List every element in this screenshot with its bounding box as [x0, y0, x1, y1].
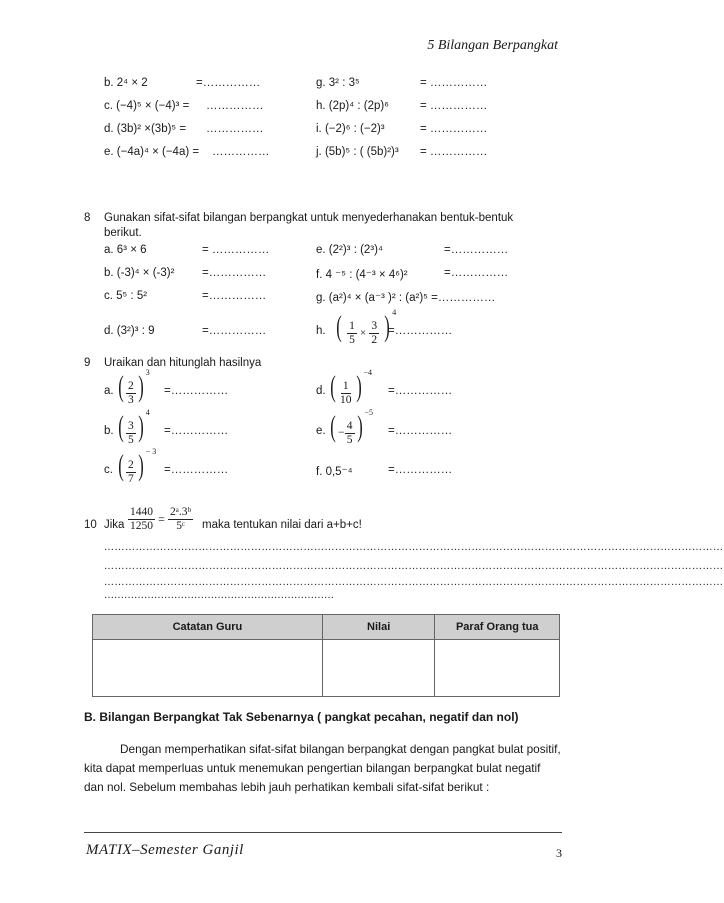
q10-jika: Jika [104, 519, 125, 531]
q9-expr-b: ( $\frac{3}{5}$ ) $^4$ [118, 408, 150, 446]
q8-item-e-blank: =…………… [444, 244, 509, 256]
q9-e-den: 5 [346, 433, 353, 446]
q9-blank-a: =…………… [164, 385, 229, 397]
q9-d-den: 10 [340, 393, 352, 406]
q8-h-den2: 2 [371, 333, 378, 346]
q8-h-expression: ( $\frac{1}{5}$ × $\frac{3}{2}$ ) $^4$ [336, 308, 397, 346]
section-b-text: Dengan memperhatikan sifat-sifat bilangan berpangkat dengan pangkat bulat positif, kita dapat memperluas untuk menemukan pengertian bilangan berpangkat bulat negatif dan nol. Sebelum membahas lebih jauh perhatikan kembali sifat-sifat berikut : [84, 742, 561, 794]
q9-blank-f: =…………… [388, 464, 453, 476]
q9-c-den: 7 [128, 472, 134, 485]
q10-num1: 1440 [130, 506, 153, 518]
q7-item-d-blank: …………… [206, 123, 264, 135]
page-number: 3 [556, 846, 562, 860]
teacher-notes-table [92, 614, 560, 697]
q9-label-d: d. [316, 385, 326, 397]
col-nilai: Nilai [322, 615, 435, 640]
q8-number: 8 [84, 212, 91, 224]
q9-instruction: Uraikan dan hitunglah hasilnya [104, 357, 262, 369]
q10-equals: = [158, 512, 165, 526]
q7-item-g: g. 3² : 3⁵ [316, 77, 360, 89]
q10-equation [128, 506, 193, 533]
q8-item-c: c. 5⁵ : 5² [104, 290, 148, 302]
q8-item-b: b. (-3)⁴ × (-3)² [104, 267, 175, 279]
q7-item-i: i. (−2)⁶ : (−2)³ [316, 123, 385, 135]
header-title: 5 Bilangan Berpangkat [427, 38, 558, 53]
q8-item-f: f. 4 ⁻⁵ : (4⁻³ × 4⁶)² [316, 269, 408, 281]
q8-item-h-blank: =…………… [388, 325, 453, 337]
q9-b-num: 3 [128, 419, 134, 432]
q9-expr-d: ( $\frac{1}{10}$ ) $^{-4}$ [330, 368, 373, 406]
q8-h-op: × [360, 327, 367, 339]
q8-instruction-line1: Gunakan sifat-sifat bilangan berpangkat untuk menyederhanakan bentuk-bentuk [104, 212, 514, 224]
q9-expr-c: ( $\frac{2}{7}$ ) $^{- 3}$ [118, 447, 157, 485]
q9-expr-a: ( $\frac{2}{3}$ ) $^3$ [118, 368, 150, 406]
q9-b-den: 5 [128, 433, 134, 446]
q9-c-num: 2 [128, 458, 134, 471]
footer-course-label: MATIX–Semester Ganjil [86, 842, 244, 858]
q8-h-den1: 5 [349, 333, 355, 346]
q7-item-i-blank: = …………… [420, 123, 488, 135]
q9-e-exp: −5 [364, 408, 374, 417]
q9-item-f: f. 0,5⁻⁴ [316, 466, 353, 478]
q10-number: 10 [84, 519, 97, 531]
footer-divider [84, 832, 562, 833]
cell-catatan-guru [93, 640, 323, 697]
q7-item-c: c. (−4)⁵ × (−4)³ = [104, 100, 190, 112]
section-b-paragraph [84, 740, 562, 797]
q8-item-d-blank: =…………… [202, 325, 267, 337]
col-catatan-guru: Catatan Guru [93, 615, 323, 640]
q10-den1: 1250 [130, 520, 153, 532]
q9-label-e: e. [316, 425, 326, 437]
q8-item-b-blank: =…………… [202, 267, 267, 279]
q8-instruction-line2: berikut. [104, 227, 142, 239]
q7-item-b: b. 2⁴ × 2 [104, 77, 148, 89]
q9-d-num: 1 [342, 379, 349, 392]
q7-item-e: e. (−4a)⁴ × (−4a) = [104, 146, 200, 158]
q9-label-b: b. [104, 425, 114, 437]
q10-den2: 5ᶜ [176, 520, 185, 532]
cell-paraf-orang-tua [435, 640, 560, 697]
q10-question-text: maka tentukan nilai dari a+b+c! [202, 519, 362, 531]
q9-blank-c: =…………… [164, 464, 229, 476]
q9-d-exp: −4 [363, 368, 373, 377]
q7-item-e-blank: …………… [212, 146, 270, 158]
q7-item-b-blank: =…………… [196, 77, 261, 89]
q7-item-d: d. (3b)² ×(3b)⁵ = [104, 123, 187, 135]
q9-label-c: c. [104, 464, 113, 476]
q7-item-j: j. (5b)⁵ : ( (5b)²)³ [316, 146, 399, 158]
q9-expr-e: ( − $\frac{4}{5}$ ) $^{-5}$ [330, 408, 374, 446]
q9-blank-b: =…………… [164, 425, 229, 437]
q8-item-c-blank: =…………… [202, 290, 267, 302]
q9-e-num: 4 [346, 419, 353, 432]
q8-h-num1: 1 [349, 319, 355, 332]
q9-c-exp: − 3 [145, 447, 157, 456]
q8-item-d: d. (3²)³ : 9 [104, 325, 155, 337]
q7-item-g-blank: = …………… [420, 77, 488, 89]
q9-a-num: 2 [128, 379, 134, 392]
q8-h-num2: 3 [371, 319, 378, 332]
q8-item-a-blank: = …………… [202, 244, 270, 256]
section-b-title: B. Bilangan Berpangkat Tak Sebenarnya ( pangkat pecahan, negatif dan nol) [84, 710, 519, 724]
q8-item-e: e. (2²)³ : (2³)⁴ [316, 244, 383, 256]
answer-line-4: …………………………………………………………… [104, 590, 334, 601]
q9-a-den: 3 [128, 393, 134, 406]
q9-number: 9 [84, 357, 91, 369]
q8-h-exp: 4 [392, 308, 397, 317]
answer-line-2: …………………………………………………………………………………………………………………………………………………………… [104, 561, 724, 572]
q9-label-a: a. [104, 385, 114, 397]
q7-item-j-blank: = …………… [420, 146, 488, 158]
q8-item-h: h. [316, 325, 326, 337]
answer-line-1: …………………………………………………………………………………………………………………………………………………………… [104, 542, 724, 553]
q9-e-sign: − [338, 425, 345, 439]
q8-item-f-blank: =…………… [444, 267, 509, 279]
q10-num2: 2ᵃ.3ᵇ [170, 506, 192, 518]
q7-item-h: h. (2p)⁴ : (2p)⁶ [316, 100, 389, 112]
q7-item-c-blank: …………… [206, 100, 264, 112]
col-paraf-orang-tua: Paraf Orang tua [435, 615, 560, 640]
q9-blank-e: =…………… [388, 425, 453, 437]
q9-a-exp: 3 [145, 368, 150, 377]
q9-b-exp: 4 [145, 408, 150, 417]
q8-item-a: a. 6³ × 6 [104, 244, 147, 256]
q7-item-h-blank: = …………… [420, 100, 488, 112]
q9-blank-d: =…………… [388, 385, 453, 397]
answer-line-3: …………………………………………………………………………………………………………………………………………………………… [104, 577, 724, 588]
cell-nilai [322, 640, 435, 697]
q8-item-g: g. (a²)⁴ × (a⁻³ )² : (a²)⁵ =…………… [316, 292, 496, 304]
